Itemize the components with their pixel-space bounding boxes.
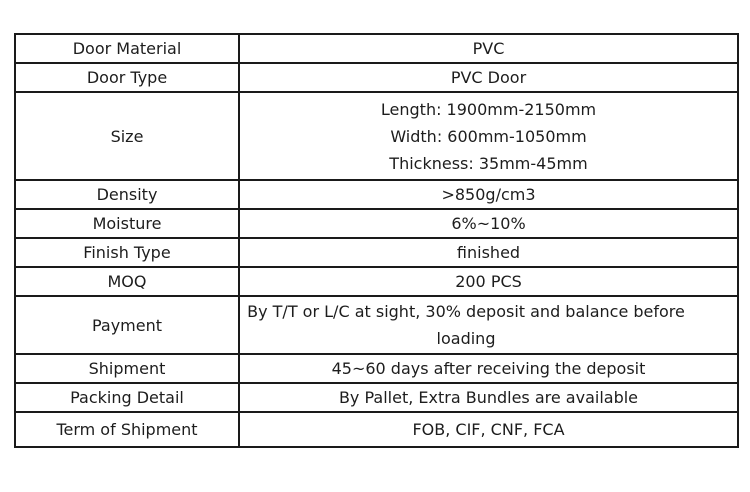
spec-value-payment (239, 296, 738, 354)
spec-value-density: >850g/cm3 (239, 180, 738, 209)
spec-label-shipment: Shipment (15, 354, 239, 383)
size-line-length: Length: 1900mm-2150mm (380, 99, 597, 119)
row-packing-detail (15, 383, 738, 412)
row-moq (15, 267, 738, 296)
size-line-width: Width: 600mm-1050mm (390, 126, 587, 146)
spec-value-finish-type: finished (239, 238, 738, 267)
row-density (15, 180, 738, 209)
payment-terms-text: By T/T or L/C at sight, 30% deposit and balance before loading (247, 302, 685, 348)
spec-value-door-type: PVC Door (239, 63, 738, 92)
spec-label-size: Size (15, 92, 239, 180)
spec-label-payment: Payment (15, 296, 239, 354)
spec-value-moisture: 6%~10% (239, 209, 738, 238)
spec-label-moisture: Moisture (15, 209, 239, 238)
row-term-of-shipment (15, 412, 738, 447)
row-door-material (15, 34, 738, 63)
spec-label-moq: MOQ (15, 267, 239, 296)
spec-value-moq: 200 PCS (239, 267, 738, 296)
spec-label-door-type: Door Type (15, 63, 239, 92)
row-payment (15, 296, 738, 354)
row-shipment (15, 354, 738, 383)
spec-label-packing-detail: Packing Detail (15, 383, 239, 412)
spec-label-term-of-shipment: Term of Shipment (15, 412, 239, 447)
spec-value-door-material: PVC (239, 34, 738, 63)
spec-label-door-material: Door Material (15, 34, 239, 63)
row-size (15, 92, 738, 180)
product-spec-table (14, 33, 739, 448)
spec-value-packing-detail: By Pallet, Extra Bundles are available (239, 383, 738, 412)
spec-value-size (239, 92, 738, 180)
row-door-type (15, 63, 738, 92)
spec-value-term-of-shipment: FOB, CIF, CNF, FCA (239, 412, 738, 447)
spec-label-finish-type: Finish Type (15, 238, 239, 267)
row-finish-type (15, 238, 738, 267)
spec-value-shipment: 45~60 days after receiving the deposit (239, 354, 738, 383)
spec-label-density: Density (15, 180, 239, 209)
row-moisture (15, 209, 738, 238)
size-line-thickness: Thickness: 35mm-45mm (389, 153, 588, 173)
